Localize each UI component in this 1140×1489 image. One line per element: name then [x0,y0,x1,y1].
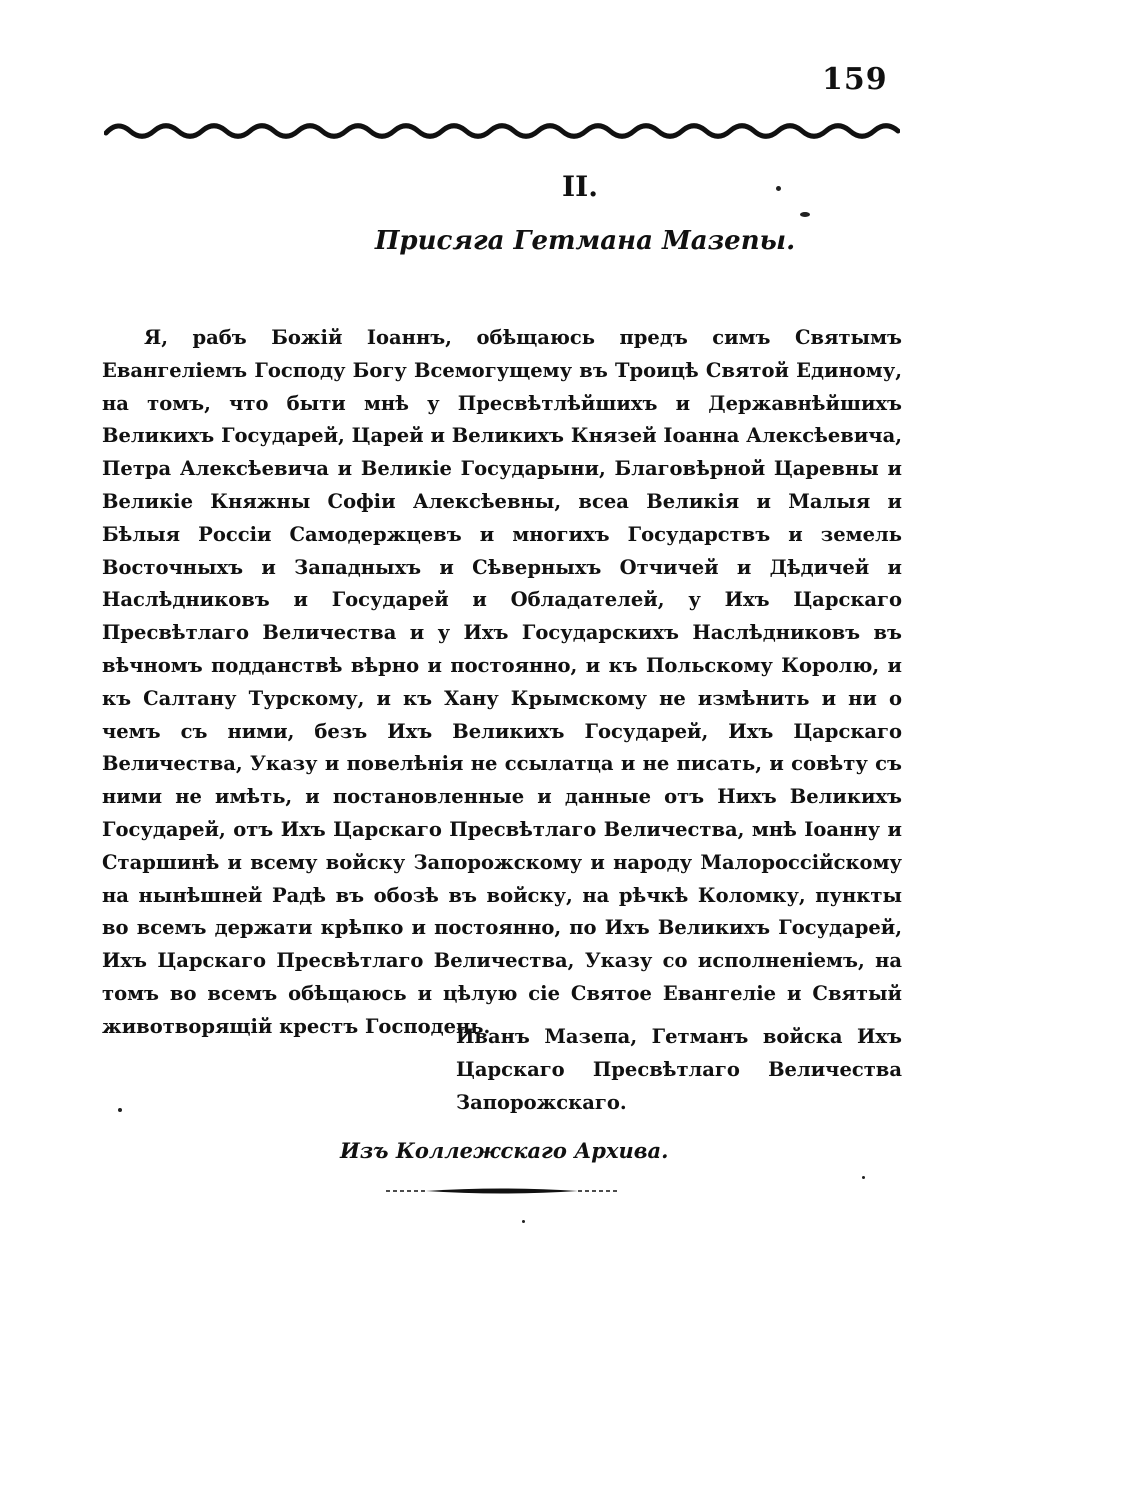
section-title: Присяга Гетмана Мазепы. [374,226,796,256]
source-note: Изъ Коллежскаго Архива. [340,1138,669,1163]
end-divider [386,1186,618,1196]
print-speck [862,1176,865,1179]
print-speck [522,1220,525,1223]
oath-paragraph: Я, рабъ Божій Іоаннъ, обѣщаюсь предъ симъ Святымъ Евангеліемъ Господу Богу Всемогущему въ Троицѣ Святой Единому, на томъ, что быти мнѣ у Пресвѣтлѣйшихъ и Державнѣйшихъ Великихъ Государей, Царей и Великихъ Князей Іоанна Алексѣевича, Петра Алексѣевича и Великіе Государыни, Благовѣрной Царевны и Великіе Княжны Софіи Алексѣевны, всеа Великія и Малыя и Бѣлыя Россіи Самодержцевъ и многихъ Государствъ и земель Восточныхъ и Западныхъ и Сѣверныхъ Отчичей и Дѣдичей и Наслѣдниковъ и Государей и Обладателей, у Ихъ Царскаго Пресвѣтлаго Величества и у Ихъ Государскихъ Наслѣдниковъ въ вѣчномъ подданствѣ вѣрно и постоянно, и къ Польскому Королю, и къ Салтану Турскому, и къ Хану Крымскому не измѣнить и ни о чемъ съ ними, безъ Ихъ Великихъ Государей, Ихъ Царскаго Величества, Указу и повелѣнія не ссылатца и не писать, и совѣту съ ними не имѣть, и постановленные и данные отъ Нихъ Великихъ Государей, отъ Ихъ Царскаго Пресвѣтлаго Величества, мнѣ Іоанну и Старшинѣ и всему войску Запорожскому и народу Малороссійскому на нынѣшней Радѣ въ обозѣ въ войску, на рѣчкѣ Коломку, пункты во всемъ держати крѣпко и постоянно, по Ихъ Великихъ Государей, Ихъ Царскаго Пресвѣтлаго Величества, Указу со исполненіемъ, на томъ во всемъ обѣщаюсь и цѣлую сіе Святое Евангеліе и Святый животворящій крестъ Господень. [102,326,902,1038]
section-number: II. [562,170,598,203]
print-speck [776,186,781,191]
signature-block: Иванъ Мазепа, Гетманъ войска Ихъ Царскаго Пресвѣтлаго Величества Запорожскаго. [456,1025,902,1114]
print-speck [118,1108,122,1112]
wavy-divider [104,118,900,144]
print-speck [800,212,810,217]
page-number: 159 [822,62,888,97]
